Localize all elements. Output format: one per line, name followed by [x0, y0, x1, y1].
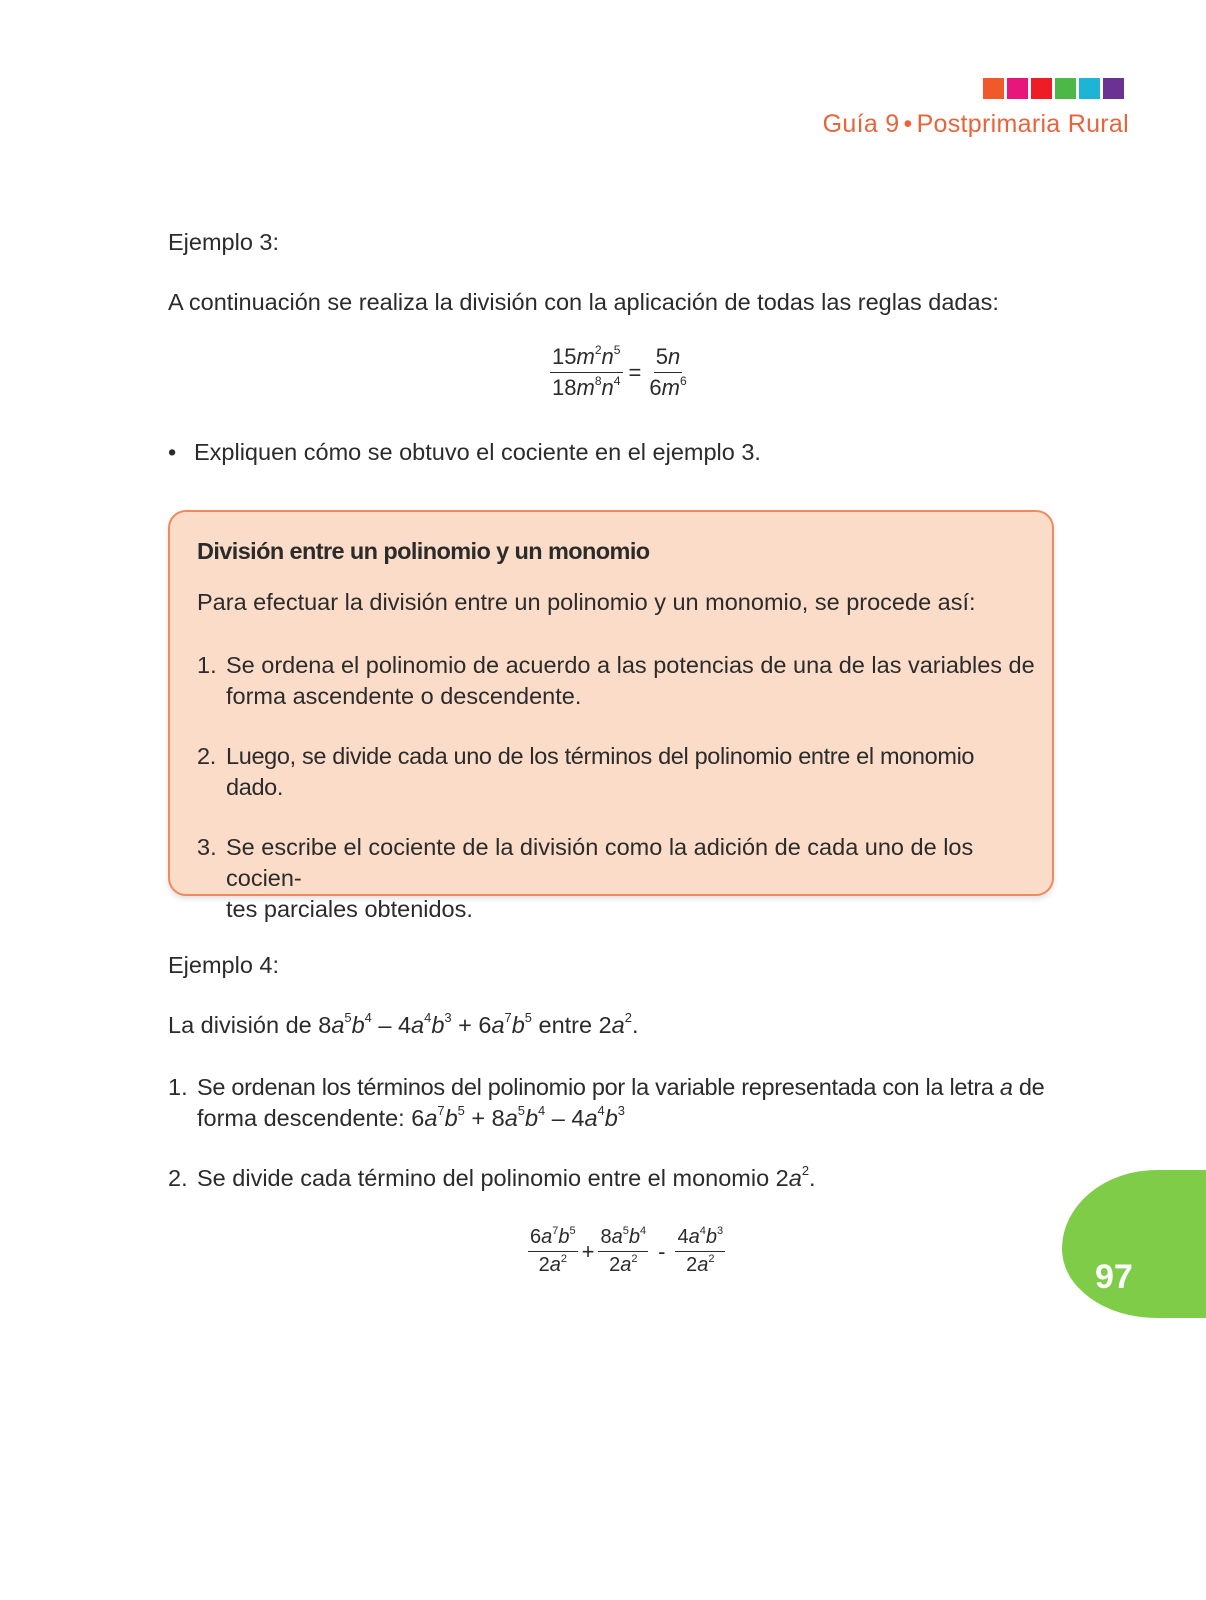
var: a	[491, 1012, 505, 1038]
box-list	[197, 650, 1037, 954]
text: .	[809, 1165, 816, 1191]
var: a	[331, 1012, 345, 1038]
var: a	[424, 1105, 438, 1131]
box-intro: Para efectuar la división entre un polinomio y un monomio, se procede así:	[197, 589, 976, 615]
equals-sign: =	[628, 359, 642, 385]
coef: 6	[649, 375, 662, 400]
text: Se divide cada término del polinomio entre el monomio 2	[197, 1165, 789, 1191]
coef: 6	[530, 1226, 542, 1248]
page-number-tab	[1062, 1170, 1206, 1318]
var: n	[601, 375, 614, 400]
fraction-term-2	[598, 1226, 648, 1277]
text: Se ordenan los términos del polinomio por la variable representada con la letra	[197, 1074, 1000, 1100]
item-text: Se divide cada término del polinomio entre el monomio $2a^2$.	[197, 1163, 816, 1191]
item-number: 1.	[197, 652, 217, 678]
example4-steps	[168, 1072, 1068, 1223]
plus-sign: +	[581, 1238, 595, 1264]
exp: 5	[613, 342, 621, 357]
exp: 2	[594, 342, 602, 357]
bullet-text: Expliquen cómo se obtuvo el cociente en el ejemplo 3.	[194, 439, 761, 465]
var: n	[601, 344, 614, 369]
denominator: $2a^2$	[538, 1252, 567, 1276]
header-title	[823, 110, 1129, 139]
var: b	[444, 1105, 458, 1131]
var: b	[431, 1012, 445, 1038]
exp: 6	[679, 373, 687, 388]
denominator	[647, 373, 688, 401]
fraction-rhs	[647, 344, 688, 401]
item-number: 3.	[197, 834, 217, 860]
color-swatch	[1031, 78, 1052, 99]
fraction-term-3	[675, 1226, 725, 1277]
item-line	[197, 1072, 1044, 1103]
item-number: 1.	[168, 1074, 188, 1100]
program-label: Postprimaria Rural	[916, 110, 1129, 138]
bullet-question	[168, 437, 761, 468]
var: b	[511, 1012, 525, 1038]
var: m	[661, 375, 680, 400]
exp: 8	[594, 373, 602, 388]
coef: 18	[552, 375, 577, 400]
color-strip	[983, 78, 1124, 99]
example4-title: Ejemplo 4:	[168, 952, 280, 978]
var: a	[788, 1165, 802, 1191]
color-swatch	[1007, 78, 1028, 99]
list-item	[197, 741, 1037, 803]
text: .	[631, 1012, 639, 1038]
numerator: $4a^4b^3$	[675, 1226, 725, 1252]
text: + 8	[464, 1105, 505, 1131]
item-number: 2.	[197, 743, 216, 769]
example3-equation	[550, 344, 689, 401]
bullet-dot: •	[168, 439, 177, 465]
denominator	[550, 373, 623, 401]
var: n	[668, 344, 681, 369]
item-line: forma descendente: $6a^7b^5 + 8a^5b^4 - 4a^4b^3$	[197, 1103, 625, 1131]
numerator	[550, 344, 623, 373]
item-line: tes parciales obtenidos.	[226, 896, 473, 922]
coef: 2	[609, 1254, 621, 1276]
color-swatch	[1079, 78, 1100, 99]
coef: 15	[552, 344, 577, 369]
var: a	[411, 1012, 425, 1038]
item-line: Luego, se divide cada uno de los términos del polinomio entre el monomio dado.	[226, 743, 975, 800]
box-title: División entre un polinomio y un monomio	[197, 538, 650, 564]
list-item	[197, 832, 1037, 925]
separator-dot: •	[903, 110, 913, 138]
item-text	[226, 741, 1037, 803]
fraction-lhs	[550, 344, 623, 401]
coef: 2	[686, 1254, 698, 1276]
var: b	[604, 1105, 618, 1131]
var: m	[576, 375, 595, 400]
coef: 2	[538, 1254, 550, 1276]
example3-title: Ejemplo 3:	[168, 229, 280, 255]
item-text	[226, 832, 1037, 925]
exp: 4	[613, 373, 621, 388]
text: forma descendente: 6	[197, 1105, 425, 1131]
item-text	[226, 650, 1035, 712]
coef: 4	[677, 1226, 689, 1248]
text: entre 2	[531, 1012, 612, 1038]
numerator: $8a^5b^4$	[598, 1226, 648, 1252]
list-item	[168, 1072, 1068, 1134]
example3-intro: A continuación se realiza la división con la aplicación de todas las reglas dadas:	[168, 289, 999, 315]
var: a	[999, 1074, 1013, 1100]
guide-label: Guía 9	[822, 110, 900, 138]
color-swatch	[1103, 78, 1124, 99]
var: b	[524, 1105, 539, 1131]
item-line: Se escribe el cociente de la división como la adición de cada uno de los cocien-	[226, 834, 974, 891]
example4-intro: La división de $8a^5b^4 - 4a^4b^3 + 6a^7b^5$ entre $2a^2$.	[168, 1010, 639, 1038]
example4-equation	[528, 1226, 725, 1277]
item-text	[197, 1072, 1044, 1134]
list-item	[168, 1163, 1068, 1194]
item-number: 2.	[168, 1165, 188, 1191]
text: La división de 8	[168, 1012, 332, 1038]
fraction-term-1	[528, 1226, 578, 1277]
coef: 5	[655, 344, 669, 369]
denominator: $2a^2$	[609, 1252, 638, 1276]
coef: 8	[600, 1226, 612, 1248]
item-line: Se ordena el polinomio de acuerdo a las potencias de una de las variables de	[226, 652, 1035, 678]
numerator	[654, 344, 683, 373]
var: a	[504, 1105, 518, 1131]
minus-sign: -	[658, 1238, 666, 1264]
numerator: $6a^7b^5$	[528, 1226, 578, 1252]
list-item	[197, 650, 1037, 712]
page-number: 97	[1095, 1258, 1133, 1296]
var: m	[576, 344, 595, 369]
text: + 6	[451, 1012, 492, 1038]
text: – 4	[545, 1105, 585, 1131]
text: de	[1012, 1074, 1045, 1100]
color-swatch	[1055, 78, 1076, 99]
var: a	[584, 1105, 598, 1131]
info-box	[168, 510, 1054, 922]
text: – 4	[371, 1012, 412, 1038]
var: a	[611, 1012, 625, 1038]
color-swatch	[983, 78, 1004, 99]
item-line: forma ascendente o descendente.	[226, 683, 582, 709]
var: b	[351, 1012, 365, 1038]
denominator: $2a^2$	[686, 1252, 715, 1276]
